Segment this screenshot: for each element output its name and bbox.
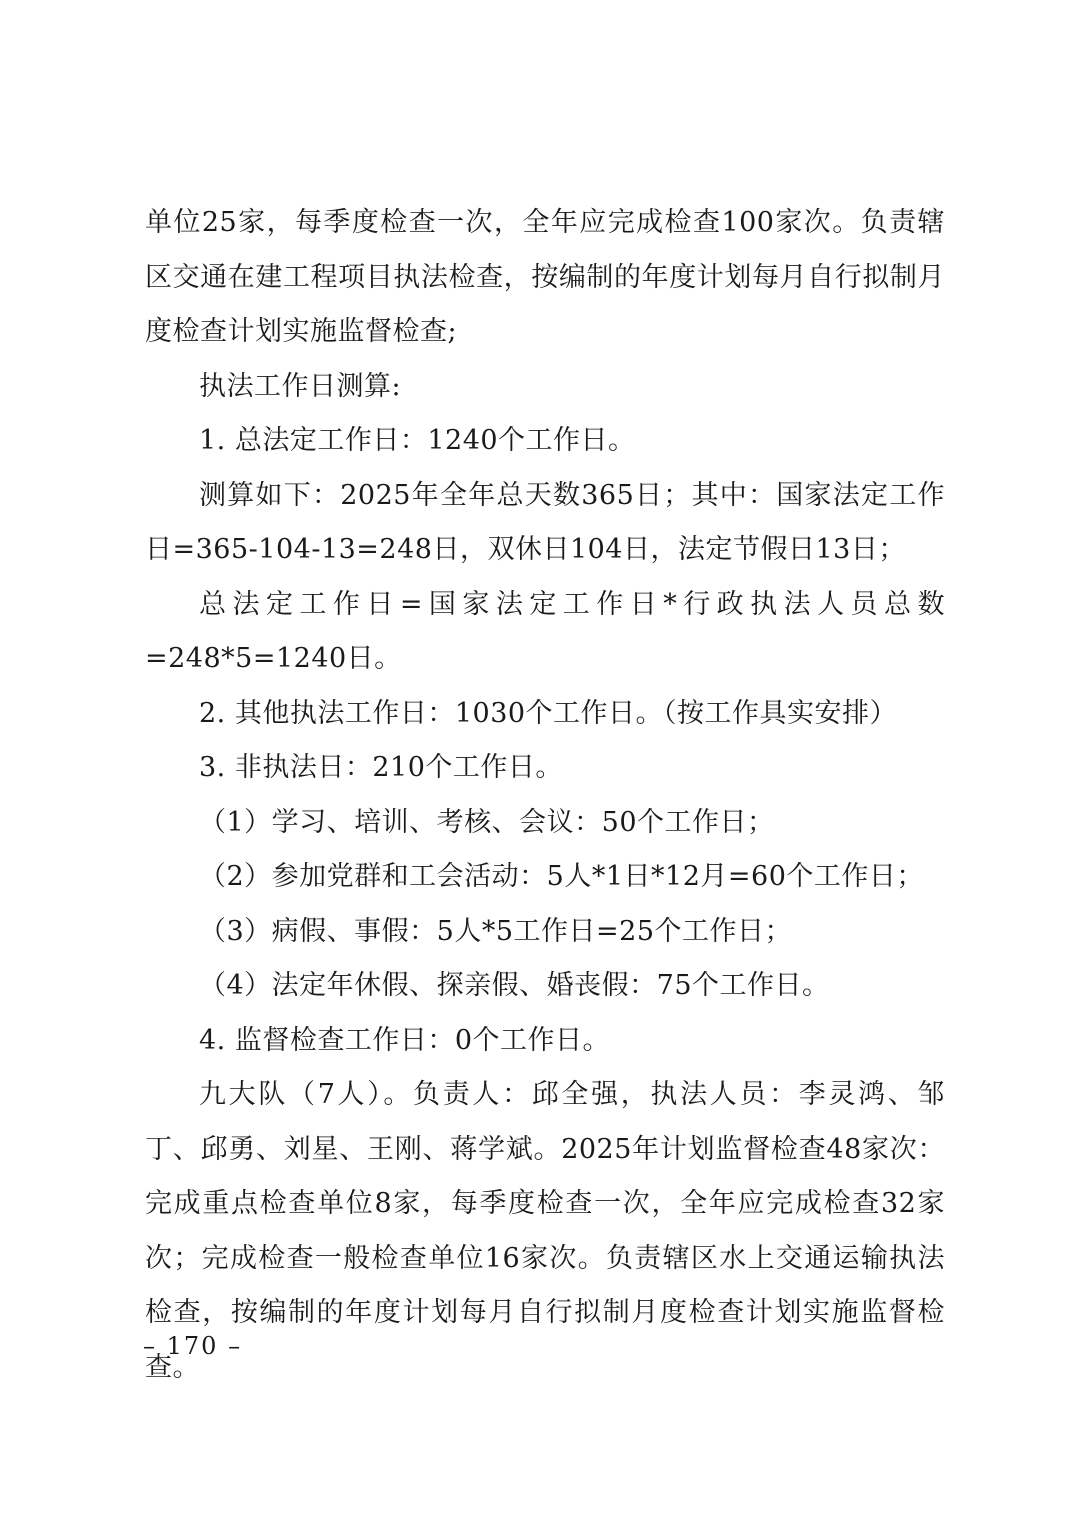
page-number: – 170 – bbox=[143, 1332, 243, 1360]
paragraph-10: （3）病假、事假：5人*5工作日=25个工作日； bbox=[199, 915, 793, 947]
paragraph-5: 总法定工作日=国家法定工作日*行政执法人员总数=248*5=1240日。 bbox=[145, 588, 945, 674]
paragraph-7: 3. 非执法日：210个工作日。 bbox=[199, 752, 563, 783]
paragraph-2: 执法工作日测算: bbox=[199, 370, 402, 402]
paragraph-12: 4. 监督检查工作日：0个工作日。 bbox=[199, 1024, 611, 1056]
paragraph-9: （2）参加党群和工会活动：5人*1日*12月=60个工作日； bbox=[199, 861, 924, 892]
paragraph-6: 2. 其他执法工作日：1030个工作日。（按工作具实安排） bbox=[199, 697, 898, 729]
paragraph-1: 单位25家，每季度检查一次，全年应完成检查100家次。负责辖区交通在建工程项目执法检查，按编制的年度计划每月自行拟制月度检查计划实施监督检查; bbox=[145, 207, 945, 347]
paragraph-3: 1. 总法定工作日：1240个工作日。 bbox=[199, 425, 636, 456]
paragraph-11: （4）法定年休假、探亲假、婚丧假：75个工作日。 bbox=[199, 970, 830, 1001]
paragraph-8: （1）学习、培训、考核、会议：50个工作日； bbox=[199, 806, 775, 838]
document-body bbox=[145, 196, 945, 1395]
paragraph-13: 九大队（7人）。负责人：邱全强，执法人员：李灵鸿、邹丁、邱勇、刘星、王刚、蒋学斌。2025年计划监督检查48家次：完成重点检查单位8家，每季度检查一次，全年应完成检查32家次；完成检查一般检查单位16家次。负责辖区水上交通运输执法检查，按编制的年度计划每月自行拟制月度检查计划实施监督检查。 bbox=[145, 1079, 945, 1383]
paragraph-4: 测算如下：2025年全年总天数365日；其中：国家法定工作日=365-104-13=248日，双休日104日，法定节假日13日； bbox=[145, 479, 945, 565]
